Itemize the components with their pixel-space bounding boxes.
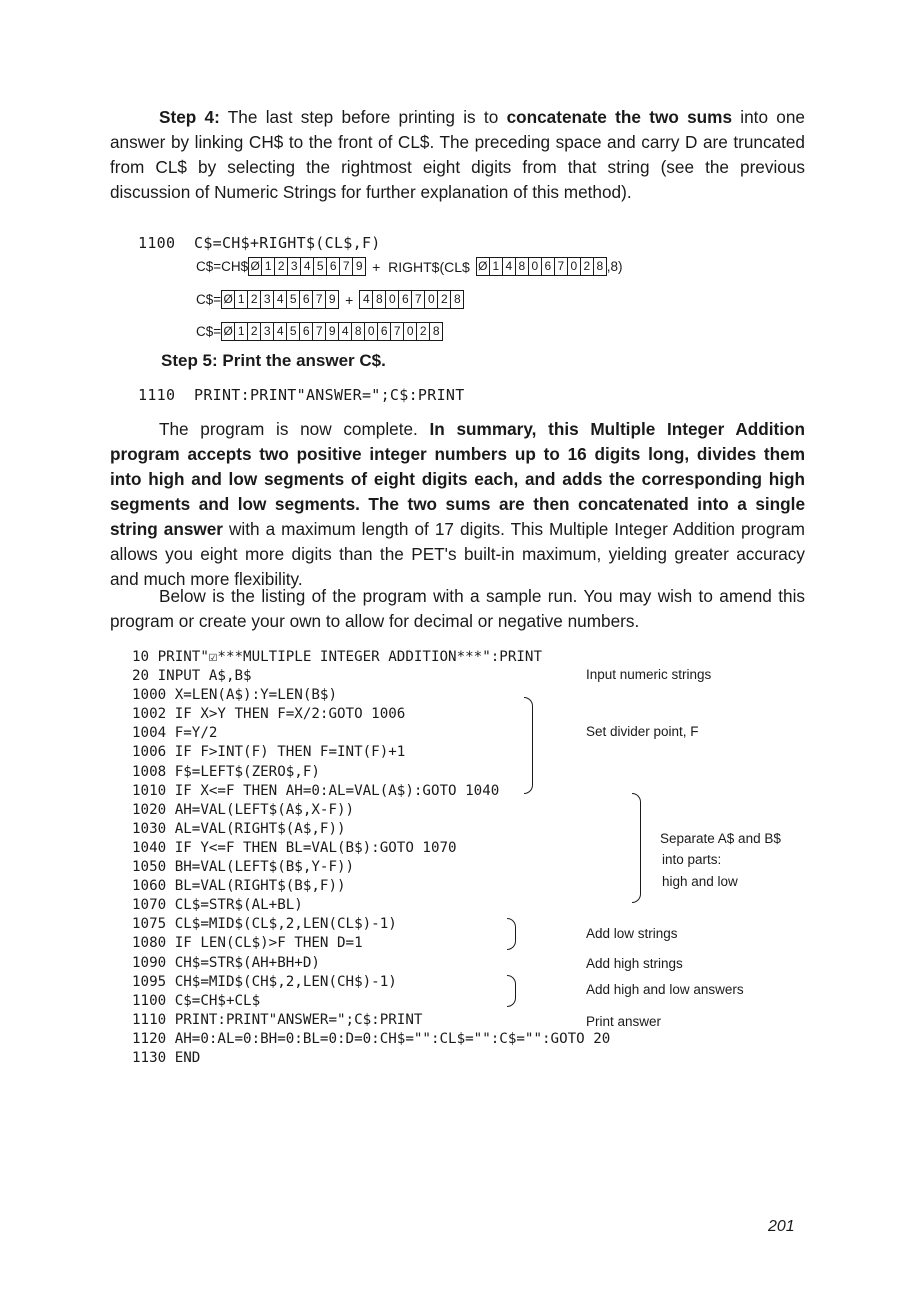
digit-box: 4 bbox=[339, 322, 352, 341]
digit-box: Ø bbox=[477, 257, 490, 276]
step4-bold: concatenate the two sums bbox=[506, 107, 733, 127]
digit-box: 2 bbox=[248, 322, 261, 341]
below-paragraph: Below is the listing of the program with a sample run. You may wish to amend this program or create your own to allow for decimal or negative numbers. bbox=[110, 586, 805, 631]
digit-boxes-ch bbox=[221, 290, 339, 309]
box-row-3-prefix: C$= bbox=[196, 324, 222, 339]
digit-box: 2 bbox=[438, 290, 451, 309]
note-separate-3: high and low bbox=[662, 874, 738, 889]
digit-box: 4 bbox=[274, 290, 287, 309]
digit-box: 0 bbox=[386, 290, 399, 309]
digit-box: 5 bbox=[314, 257, 327, 276]
digit-box: 3 bbox=[288, 257, 301, 276]
digit-box: 7 bbox=[313, 290, 326, 309]
digit-box: 6 bbox=[378, 322, 391, 341]
step4-paragraph bbox=[110, 105, 805, 205]
code-line: 1070 CL$=STR$(AL+BL) bbox=[132, 897, 303, 914]
program-listing bbox=[132, 648, 610, 1068]
digit-box: 8 bbox=[594, 257, 607, 276]
digit-box: 0 bbox=[425, 290, 438, 309]
digit-box: 7 bbox=[313, 322, 326, 341]
code-line: 1040 IF Y<=F THEN BL=VAL(B$):GOTO 1070 bbox=[132, 839, 457, 856]
step4-label: Step 4: bbox=[159, 107, 220, 127]
digit-box: 0 bbox=[529, 257, 542, 276]
digit-box: Ø bbox=[222, 290, 235, 309]
box-row-2-prefix: C$= bbox=[196, 292, 222, 307]
code-line: 10 PRINT"☑***MULTIPLE INTEGER ADDITION***":PRINT bbox=[132, 649, 542, 665]
digit-box: 8 bbox=[373, 290, 386, 309]
summary-text-1: The program is now complete. bbox=[159, 419, 430, 439]
note-input: Input numeric strings bbox=[586, 667, 712, 682]
code-line: 1060 BL=VAL(RIGHT$(B$,F)) bbox=[132, 878, 346, 895]
digit-box: 8 bbox=[352, 322, 365, 341]
digit-box: 2 bbox=[417, 322, 430, 341]
box-row-3 bbox=[196, 322, 443, 341]
code-line: 1000 X=LEN(A$):Y=LEN(B$) bbox=[132, 687, 337, 704]
digit-box: 4 bbox=[274, 322, 287, 341]
brace-divider bbox=[524, 697, 533, 794]
digit-box: 7 bbox=[340, 257, 353, 276]
digit-box: 9 bbox=[326, 322, 339, 341]
digit-box: 2 bbox=[275, 257, 288, 276]
digit-box: 2 bbox=[581, 257, 594, 276]
digit-box: 0 bbox=[365, 322, 378, 341]
digit-box: 6 bbox=[542, 257, 555, 276]
code-line: 1020 AH=VAL(LEFT$(A$,X-F)) bbox=[132, 801, 355, 818]
box-row-2-middle: + bbox=[345, 291, 354, 308]
code-line-1110: 1110 PRINT:PRINT"ANSWER=";C$:PRINT bbox=[138, 386, 465, 404]
box-row-1-middle: + RIGHT$(CL$ bbox=[372, 258, 470, 275]
digit-box: 7 bbox=[391, 322, 404, 341]
digit-box: 3 bbox=[261, 290, 274, 309]
code-line: 1100 C$=CH$+CL$ bbox=[132, 992, 261, 1009]
code-line: 1095 CH$=MID$(CH$,2,LEN(CH$)-1) bbox=[132, 973, 397, 990]
digit-boxes-cl bbox=[359, 290, 464, 309]
summary-bold: In summary, this Multiple Integer Addition program accepts two positive integer numbers up to 16 digits long, divides them into high and low segments of eight digits each, and adds the corresponding high segments and low segments. The two sums are then concatenated into a single string answer bbox=[110, 419, 806, 539]
digit-box: 0 bbox=[404, 322, 417, 341]
brace-low bbox=[507, 918, 516, 950]
code-line: 1110 PRINT:PRINT"ANSWER=";C$:PRINT bbox=[132, 1011, 423, 1028]
code-line-1100: 1100 C$=CH$+RIGHT$(CL$,F) bbox=[138, 234, 381, 252]
digit-box: 8 bbox=[516, 257, 529, 276]
digit-box: 9 bbox=[353, 257, 366, 276]
code-line: 1002 IF X>Y THEN F=X/2:GOTO 1006 bbox=[132, 706, 406, 723]
code-line: 1120 AH=0:AL=0:BH=0:BL=0:D=0:CH$="":CL$="":C$="":GOTO 20 bbox=[132, 1030, 611, 1047]
digit-boxes-ch bbox=[248, 257, 366, 276]
page-number: 201 bbox=[768, 1218, 795, 1235]
note-high: Add high strings bbox=[586, 956, 683, 971]
code-line: 1004 F=Y/2 bbox=[132, 725, 218, 742]
code-line: 1075 CL$=MID$(CL$,2,LEN(CL$)-1) bbox=[132, 916, 397, 933]
digit-box: 3 bbox=[261, 322, 274, 341]
note-divider: Set divider point, F bbox=[586, 724, 699, 739]
note-separate-2: into parts: bbox=[662, 852, 722, 867]
digit-box: 7 bbox=[555, 257, 568, 276]
code-line: 1006 IF F>INT(F) THEN F=INT(F)+1 bbox=[132, 744, 406, 761]
digit-box: 5 bbox=[287, 322, 300, 341]
code-line: 1090 CH$=STR$(AH+BH+D) bbox=[132, 954, 320, 971]
digit-box: 2 bbox=[248, 290, 261, 309]
code-line: 20 INPUT A$,B$ bbox=[132, 668, 252, 685]
digit-box: 9 bbox=[326, 290, 339, 309]
digit-box: 4 bbox=[503, 257, 516, 276]
digit-boxes-cl bbox=[476, 257, 607, 276]
note-highlow: Add high and low answers bbox=[586, 982, 744, 997]
note-separate-1: Separate A$ and B$ bbox=[660, 831, 781, 846]
box-row-1-suffix: ,8) bbox=[606, 259, 623, 274]
digit-boxes-result bbox=[221, 322, 443, 341]
digit-box: 7 bbox=[412, 290, 425, 309]
note-print: Print answer bbox=[586, 1014, 662, 1029]
digit-box: 1 bbox=[490, 257, 503, 276]
digit-box: 6 bbox=[399, 290, 412, 309]
box-row-1 bbox=[196, 257, 623, 276]
digit-box: 6 bbox=[300, 290, 313, 309]
note-low: Add low strings bbox=[586, 926, 678, 941]
summary-paragraph bbox=[110, 417, 805, 592]
digit-box: 4 bbox=[301, 257, 314, 276]
digit-box: 1 bbox=[235, 290, 248, 309]
code-line: 1130 END bbox=[132, 1049, 201, 1066]
code-line: 1080 IF LEN(CL$)>F THEN D=1 bbox=[132, 935, 363, 952]
digit-box: 4 bbox=[360, 290, 373, 309]
digit-box: 8 bbox=[430, 322, 443, 341]
step4-text-1: The last step before printing is to bbox=[219, 107, 507, 127]
digit-box: Ø bbox=[249, 257, 262, 276]
brace-separate bbox=[632, 793, 641, 903]
digit-box: 8 bbox=[451, 290, 464, 309]
digit-box: 1 bbox=[262, 257, 275, 276]
brace-highlow bbox=[507, 975, 516, 1007]
box-row-1-prefix: C$=CH$ bbox=[196, 259, 249, 274]
box-row-2 bbox=[196, 290, 464, 309]
code-line: 1030 AL=VAL(RIGHT$(A$,F)) bbox=[132, 820, 346, 837]
digit-box: 1 bbox=[235, 322, 248, 341]
digit-box: 0 bbox=[568, 257, 581, 276]
step5-heading: Step 5: Print the answer C$. bbox=[161, 351, 386, 370]
digit-box: Ø bbox=[222, 322, 235, 341]
digit-box: 6 bbox=[300, 322, 313, 341]
digit-box: 6 bbox=[327, 257, 340, 276]
summary-text-2: with a maximum length of 17 digits. This Multiple Integer Addition program allows you eight more digits than the PET's built-in maximum, yielding greater accuracy and much more flexibility. bbox=[110, 519, 805, 589]
code-line: 1010 IF X<=F THEN AH=0:AL=VAL(A$):GOTO 1040 bbox=[132, 782, 500, 799]
digit-box: 5 bbox=[287, 290, 300, 309]
code-line: 1008 F$=LEFT$(ZERO$,F) bbox=[132, 763, 320, 780]
code-line: 1050 BH=VAL(LEFT$(B$,Y-F)) bbox=[132, 859, 355, 876]
step4-text-2: into one answer by linking CH$ to the front of CL$. The preceding space and carry D are truncated from CL$ by selecting the rightmost eight digits from that string (see the previous discussion of Numeric Strings for further explanation of this method). bbox=[110, 107, 805, 202]
